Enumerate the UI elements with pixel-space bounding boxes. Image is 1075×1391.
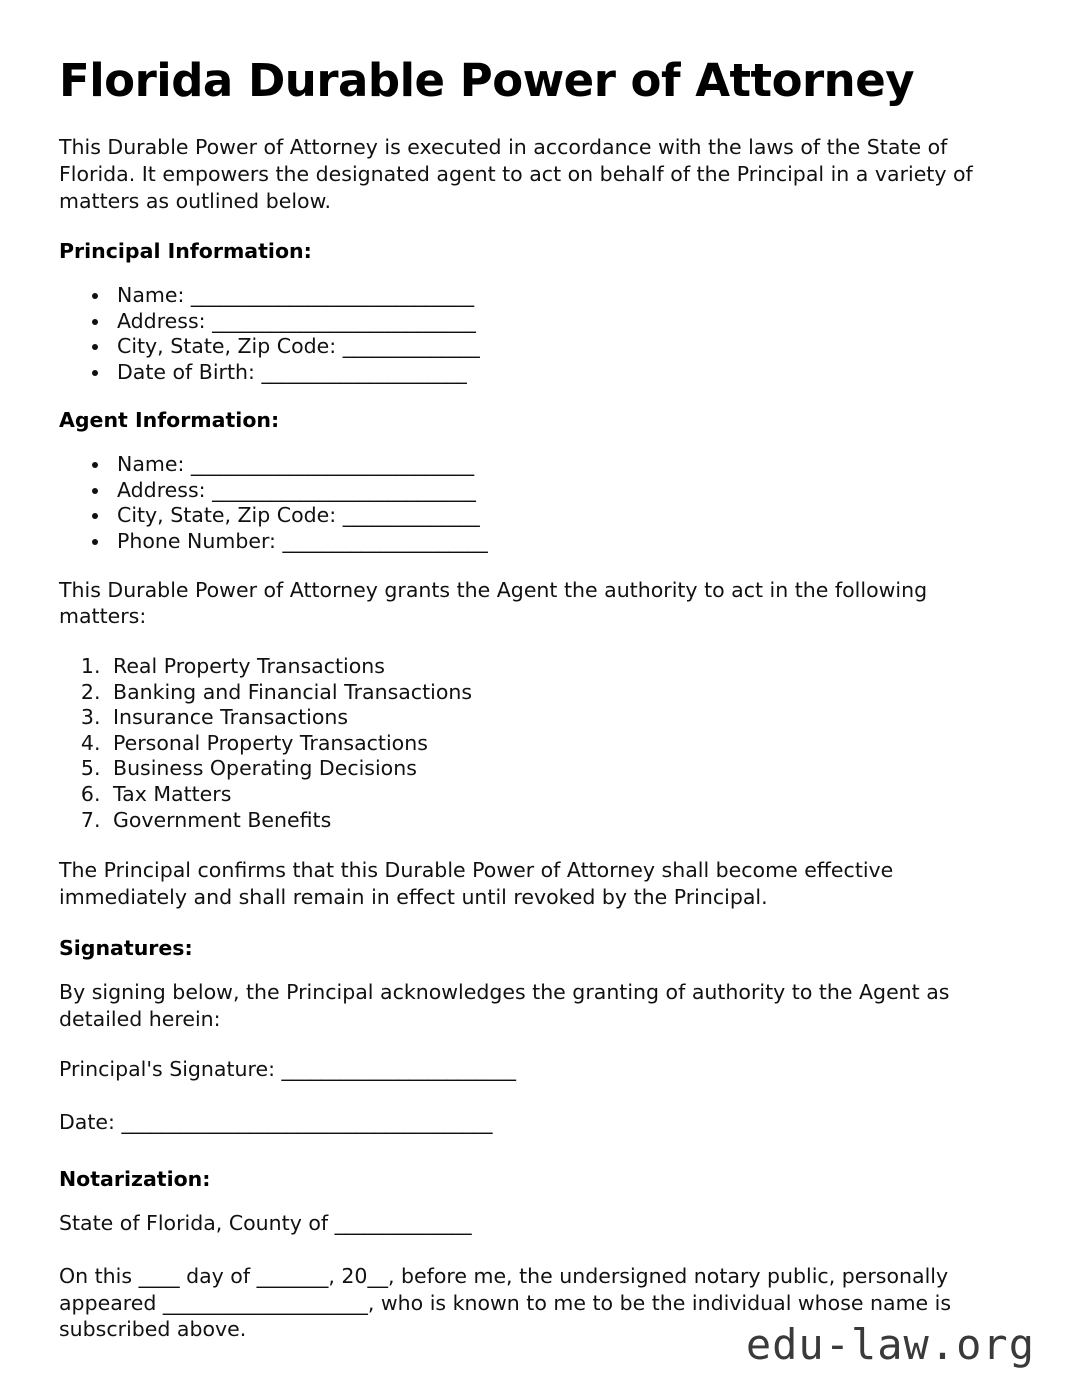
list-item: 3. Insurance Transactions: [107, 705, 995, 731]
agent-information-fields: [59, 452, 995, 555]
field-blank[interactable]: ______________: [342, 503, 480, 528]
list-item: [111, 503, 995, 529]
field-blank[interactable]: _____________________: [282, 528, 488, 553]
field-blank[interactable]: _____________________________: [190, 282, 474, 307]
field-blank[interactable]: _____________________: [261, 359, 467, 384]
list-item: 1. Real Property Transactions: [107, 654, 995, 680]
field-label: Date of Birth:: [117, 359, 255, 384]
signatures-heading: Signatures:: [59, 935, 193, 960]
principal-signature-label: Principal's Signature:: [59, 1057, 275, 1082]
field-label: Address:: [117, 308, 206, 333]
authority-intro-paragraph: This Durable Power of Attorney grants the Agent the authority to act in the following matters:: [59, 577, 928, 629]
field-label: Address:: [117, 477, 206, 502]
signature-date-label: Date:: [59, 1110, 115, 1135]
field-blank[interactable]: _____________________________: [190, 452, 474, 477]
list-item: [111, 309, 995, 335]
notarization-heading: Notarization:: [59, 1166, 211, 1191]
principal-signature-row: [59, 1056, 995, 1083]
list-item: 6. Tax Matters: [107, 782, 995, 808]
field-label: City, State, Zip Code:: [117, 503, 337, 528]
signature-date-blank[interactable]: ______________________________________: [121, 1110, 492, 1135]
field-label: City, State, Zip Code:: [117, 334, 337, 359]
list-item: 5. Business Operating Decisions: [107, 756, 995, 782]
list-item: [111, 283, 995, 309]
list-item: [111, 334, 995, 360]
notary-statement-paragraph: On this ____ day of _______, 20__, before me, the undersigned notary public, personally appeared ____________________, who is known to me to be the individual whose name is subscribed above.: [59, 1264, 952, 1342]
notary-county-label: State of Florida, County of: [59, 1211, 329, 1236]
site-watermark: edu-law.org: [745, 1320, 1035, 1369]
list-item: [111, 360, 995, 386]
acknowledgement-paragraph: By signing below, the Principal acknowledges the granting of authority to the Agent as detailed herein:: [59, 980, 950, 1031]
list-item: [111, 452, 995, 478]
field-label: Name:: [117, 452, 185, 477]
authority-matters-list: [59, 654, 995, 833]
signature-date-row: [59, 1109, 995, 1136]
agent-information-heading: Agent Information:: [59, 408, 280, 433]
field-blank[interactable]: ___________________________: [212, 477, 476, 502]
page-title: Florida Durable Power of Attorney: [59, 54, 915, 107]
effective-clause-paragraph: The Principal confirms that this Durable Power of Attorney shall become effective immediately and shall remain in effect until revoked by the Principal.: [59, 858, 894, 909]
principal-information-fields: [59, 283, 995, 386]
principal-information-heading: Principal Information:: [59, 239, 312, 264]
field-label: Name:: [117, 282, 185, 307]
principal-signature-blank[interactable]: ________________________: [281, 1057, 516, 1082]
list-item: [111, 478, 995, 504]
field-blank[interactable]: ______________: [342, 334, 480, 359]
list-item: 2. Banking and Financial Transactions: [107, 680, 995, 706]
notary-county-row: [59, 1210, 995, 1237]
list-item: [111, 529, 995, 555]
notary-county-blank[interactable]: ______________: [334, 1211, 472, 1236]
field-blank[interactable]: ___________________________: [212, 308, 476, 333]
list-item: 4. Personal Property Transactions: [107, 731, 995, 757]
field-label: Phone Number:: [117, 528, 276, 553]
intro-paragraph: This Durable Power of Attorney is executed in accordance with the laws of the State of Florida. It empowers the designated agent to act on behalf of the Principal in a variety of matters as outlined below.: [59, 135, 973, 213]
list-item: 7. Government Benefits: [107, 808, 995, 834]
